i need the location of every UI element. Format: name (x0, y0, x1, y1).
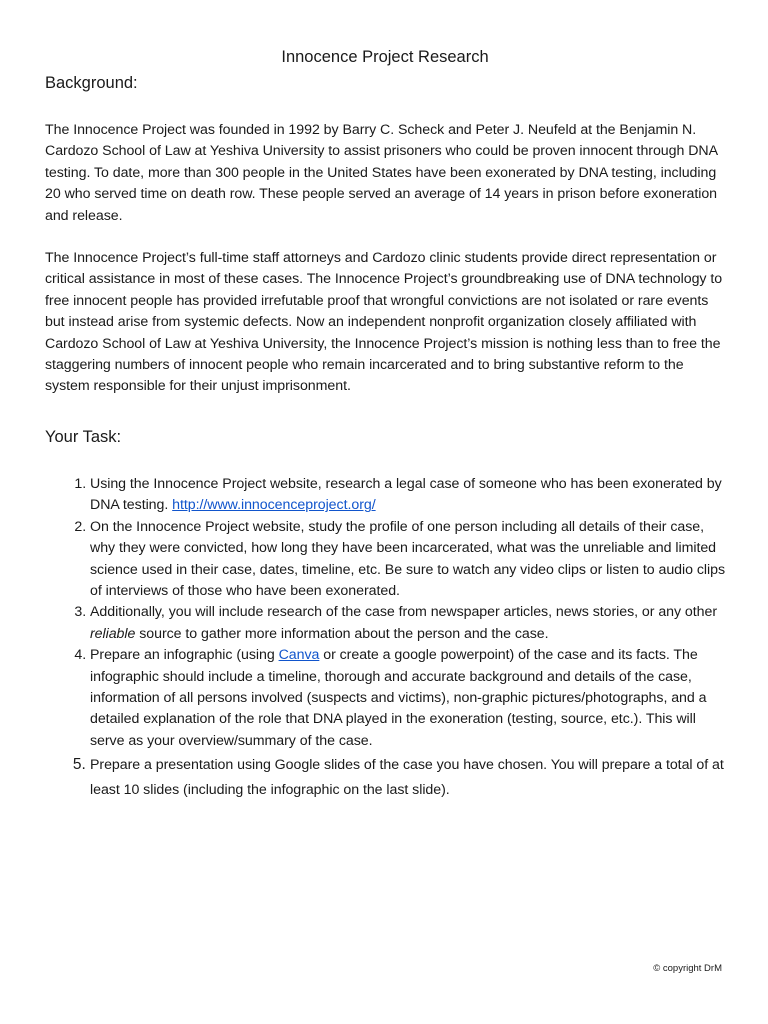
task-item-4 (90, 645, 725, 752)
task-item-4-text-before: Prepare an infographic (using (90, 647, 279, 664)
task-list (45, 474, 725, 803)
task-item-3 (90, 602, 725, 645)
task-item-3-emphasis: reliable (90, 625, 136, 642)
innocence-project-link[interactable]: http://www.innocenceproject.org/ (172, 497, 376, 514)
task-item-4-text-after: or create a google powerpoint) of the case and its facts. The infographic should include a timeline, thorough and accurate background and details of the case, information of all persons involved (suspects and victims), non-graphic pictures/photographs, and a detailed explanation of the role that DNA played in the exoneration (testing, source, etc.). This will serve as your overview/summary of the case. (90, 647, 707, 749)
task-item-1 (90, 474, 725, 517)
document-page (45, 46, 725, 803)
task-item-5-text: Prepare a presentation using Google slides of the case you have chosen. You will prepare a total of at least 10 slides (including the infographic on the last slide). (90, 757, 724, 799)
copyright-notice: © copyright DrM (653, 963, 722, 974)
task-item-2-text: On the Innocence Project website, study the profile of one person including all details of their case, why they were convicted, how long they have been incarcerated, what was the unreliable and limited science used in their case, dates, timeline, etc. Be sure to watch any video clips or listen to audio clips of interviews of those who have been exonerated. (90, 518, 725, 599)
task-item-3-text-after: source to gather more information about the person and the case. (135, 625, 549, 642)
document-title: Innocence Project Research (281, 48, 489, 66)
background-heading: Background: (45, 74, 138, 92)
task-item-1-text: Using the Innocence Project website, research a legal case of someone who has been exonerated by DNA testing. (90, 475, 722, 514)
background-paragraph-2: The Innocence Project’s full-time staff attorneys and Cardozo clinic students provide direct representation or critical assistance in most of these cases. The Innocence Project’s groundbreaking use of DNA technology to free innocent people has provided irrefutable proof that wrongful convictions are not isolated or rare events but instead arise from systemic defects. Now an independent nonprofit organization closely affiliated with Cardozo School of Law at Yeshiva University, the Innocence Project’s mission is nothing less than to free the staggering numbers of innocent people who remain incarcerated and to bring substantive reform to the system responsible for their unjust imprisonment. (45, 250, 723, 395)
task-item-5 (90, 752, 725, 803)
task-heading: Your Task: (45, 427, 122, 446)
canva-link[interactable]: Canva (278, 647, 320, 664)
task-item-2 (90, 517, 725, 603)
background-paragraph-1: The Innocence Project was founded in 1992 by Barry C. Scheck and Peter J. Neufeld at the Benjamin N. Cardozo School of Law at Yeshiva University to assist prisoners who could be proven innocent through DNA testing. To date, more than 300 people in the United States have been exonerated by DNA testing, including 20 who served time on death row. These people served an average of 14 years in prison before exoneration and release. (45, 122, 718, 224)
task-item-3-text-before: Additionally, you will include research of the case from newspaper articles, news stories, or any other (90, 604, 718, 621)
